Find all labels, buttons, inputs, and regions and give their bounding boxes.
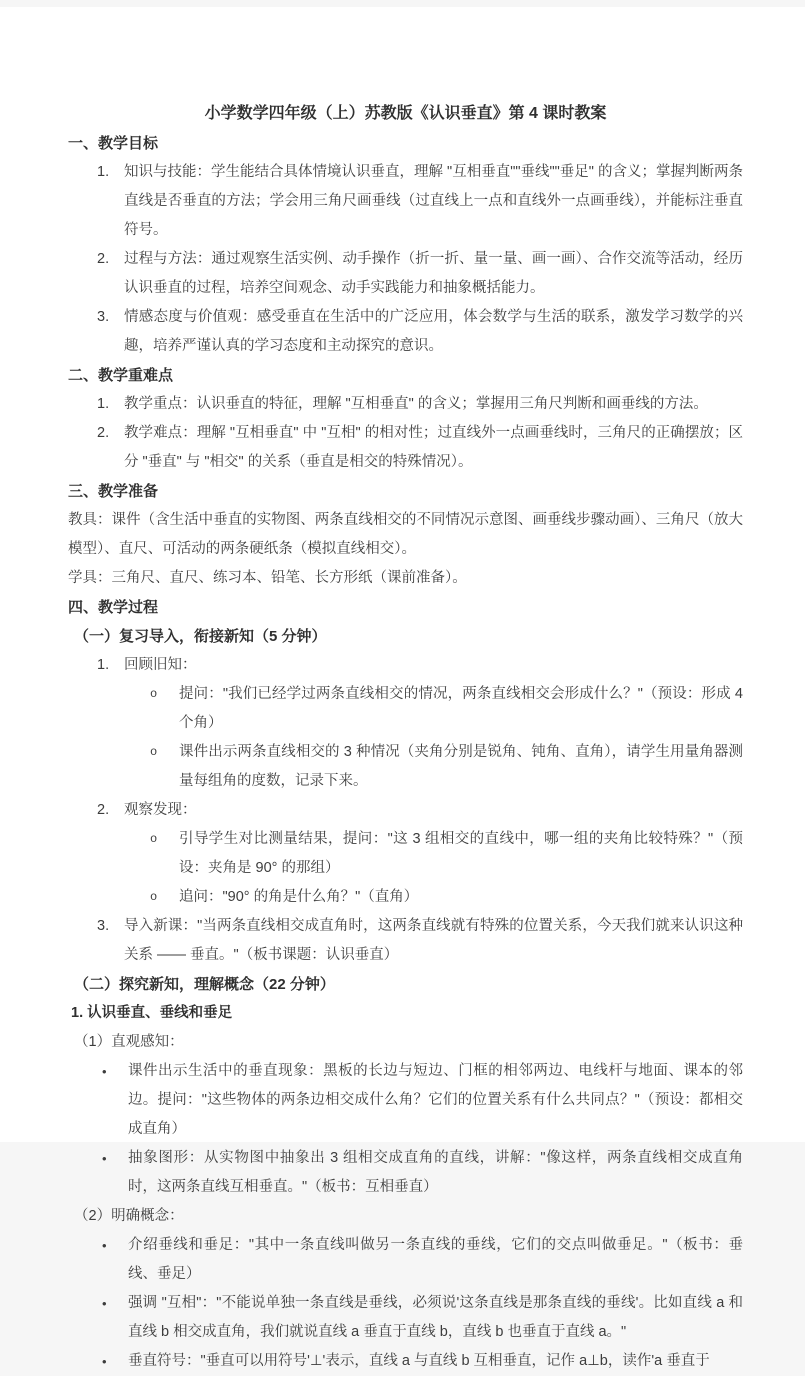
part1-list [68, 651, 743, 970]
page-title: 小学数学四年级（上）苏教版《认识垂直》第 4 课时教案 [204, 105, 607, 122]
list-number: 1. [97, 164, 110, 180]
preparation-student-tools-paragraph: 学具：三角尺、直尺、练习本、铅笔、长方形纸（课前准备）。 [68, 570, 467, 586]
list-item [68, 158, 743, 245]
list-number: 3. [97, 918, 110, 934]
list-number: 1. [97, 657, 110, 673]
process-part2-heading: （二）探究新知，理解概念（22 分钟） [74, 976, 335, 993]
sub-list-item [148, 680, 743, 738]
process-part1-heading: （一）复习导入，衔接新知（5 分钟） [74, 628, 327, 645]
sub-item-text: 提问："我们已经学过两条直线相交的情况，两条直线相交会形成什么？"（预设：形成 4 个角） [179, 686, 743, 731]
list-item [68, 651, 743, 796]
list-item [68, 303, 743, 361]
bullet-item [68, 1347, 743, 1376]
sub-list-item [148, 883, 743, 912]
list-item-text: 情感态度与价值观：感受垂直在生活中的广泛应用，体会数学与生活的联系，激发学习数学的兴趣，培养严谨认真的学习态度和主动探究的意识。 [124, 309, 743, 354]
section-heading-process: 四、教学过程 [68, 599, 159, 616]
bullet-icon: • [102, 1296, 107, 1311]
list-item-body [124, 796, 743, 912]
list-item-text: 回顾旧知： [124, 657, 197, 673]
bullet-text: 抽象图形：从实物图中抽象出 3 组相交成直角的直线，讲解："像这样，两条直线相交成直角时，这两条直线互相垂直。"（板书：互相垂直） [128, 1150, 743, 1195]
step2-bullet-list [68, 1231, 743, 1376]
objectives-list [68, 158, 743, 361]
bullet-item [68, 1057, 743, 1144]
list-item-text: 教学难点：理解 "互相垂直" 中 "互相" 的相对性；过直线外一点画垂线时，三角尺的正确摆放；区分 "垂直" 与 "相交" 的关系（垂直是相交的特殊情况）。 [124, 425, 743, 470]
list-number: 3. [97, 309, 110, 325]
list-item-body [124, 651, 743, 796]
list-item-text: 过程与方法：通过观察生活实例、动手操作（折一折、量一量、画一画）、合作交流等活动，经历认识垂直的过程，培养空间观念、动手实践能力和抽象概括能力。 [124, 251, 743, 296]
sub-bullet-icon: o [150, 832, 158, 846]
sub-item-text: 引导学生对比测量结果，提问："这 3 组相交的直线中，哪一组的夹角比较特殊？"（预设：夹角是 90° 的那组） [179, 831, 743, 876]
document-page [0, 7, 805, 1369]
bullet-item [68, 1231, 743, 1289]
list-item [68, 912, 743, 970]
section-heading-preparation: 三、教学准备 [68, 483, 159, 500]
sub-bullet-icon: o [150, 687, 158, 701]
preparation-tools-paragraph: 教具：课件（含生活中垂直的实物图、两条直线相交的不同情况示意图、画垂线步骤动画）、三角尺（放大模型）、直尺、可活动的两条硬纸条（模拟直线相交）。 [68, 512, 743, 557]
sub-bullet-icon: o [150, 745, 158, 759]
section-heading-objectives: 一、教学目标 [68, 135, 159, 152]
list-number: 2. [97, 425, 110, 441]
list-item [68, 390, 743, 419]
list-item-text: 观察发现： [124, 802, 197, 818]
bullet-icon: • [102, 1238, 107, 1253]
list-item-text: 导入新课："当两条直线相交成直角时，这两条直线就有特殊的位置关系，今天我们就来认识这种关系 —— 垂直。"（板书课题：认识垂直） [124, 918, 743, 963]
step2-label: （2）明确概念： [74, 1208, 184, 1224]
sub-item-text: 课件出示两条直线相交的 3 种情况（夹角分别是锐角、钝角、直角），请学生用量角器测量每组角的度数，记录下来。 [179, 744, 743, 789]
bullet-icon: • [102, 1064, 107, 1079]
step1-bullet-list [68, 1057, 743, 1202]
sub-item-text: 追问："90° 的角是什么角？"（直角） [179, 889, 419, 905]
key-points-list [68, 390, 743, 477]
sub-list-item [148, 738, 743, 796]
list-item-text: 教学重点：认识垂直的特征，理解 "互相垂直" 的含义；掌握用三角尺判断和画垂线的方法。 [124, 396, 708, 412]
sub-list-item [148, 825, 743, 883]
bullet-text: 介绍垂线和垂足："其中一条直线叫做另一条直线的垂线，它们的交点叫做垂足。"（板书：垂线、垂足） [128, 1237, 743, 1282]
bullet-icon: • [102, 1354, 107, 1369]
bullet-icon: • [102, 1151, 107, 1166]
bullet-item [68, 1144, 743, 1202]
list-number: 1. [97, 396, 110, 412]
list-item [68, 245, 743, 303]
list-item [68, 419, 743, 477]
section-heading-key-points: 二、教学重难点 [68, 367, 174, 384]
list-item [68, 796, 743, 912]
list-item-text: 知识与技能：学生能结合具体情境认识垂直，理解 "互相垂直""垂线""垂足" 的含义；掌握判断两条直线是否垂直的方法；学会用三角尺画垂线（过直线上一点和直线外一点画垂线），并能标注垂直符号。 [124, 164, 743, 238]
bullet-text: 强调 "互相"："不能说单独一条直线是垂线，必须说'这条直线是那条直线的垂线'。比如直线 a 和直线 b 相交成直角，我们就说直线 a 垂直于直线 b，直线 b 也垂直于直线 a。" [128, 1295, 743, 1340]
bullet-text: 垂直符号："垂直可以用符号'⊥'表示，直线 a 与直线 b 互相垂直，记作 a⊥b，读作'a 垂直于 [128, 1353, 710, 1369]
list-number: 2. [97, 802, 110, 818]
list-number: 2. [97, 251, 110, 267]
sub-bullet-icon: o [150, 890, 158, 904]
step1-label: （1）直观感知： [74, 1034, 184, 1050]
bullet-item [68, 1289, 743, 1347]
bullet-text: 课件出示生活中的垂直现象：黑板的长边与短边、门框的相邻两边、电线杆与地面、课本的邻边。提问："这些物体的两条边相交成什么角？它们的位置关系有什么共同点？"（预设：都相交成直角） [128, 1063, 743, 1137]
part2-point1-heading: 1. 认识垂直、垂线和垂足 [71, 1005, 233, 1021]
